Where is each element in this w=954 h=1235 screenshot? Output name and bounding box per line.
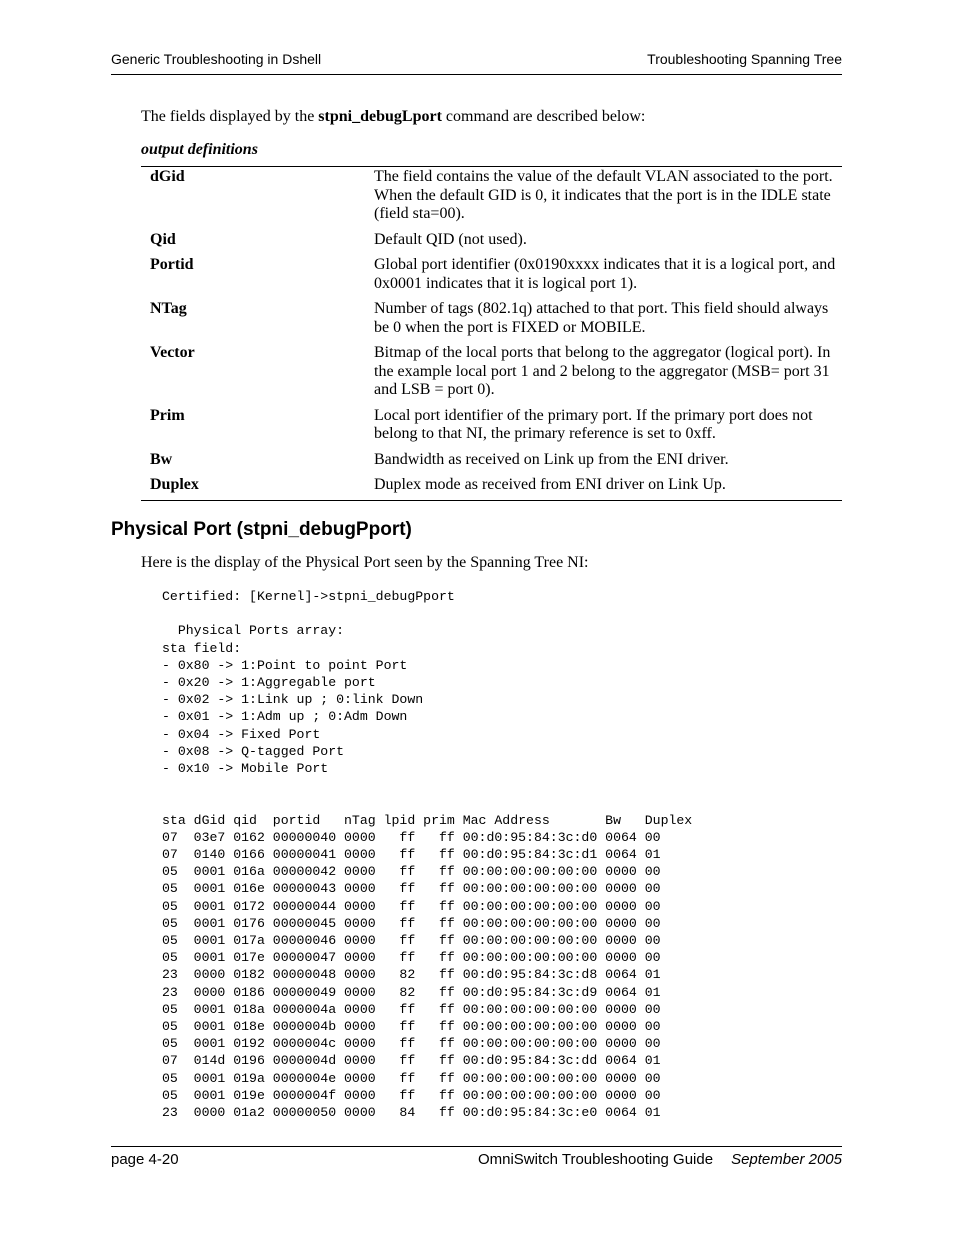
- definition-row: [141, 406, 842, 450]
- definition-term: Prim: [150, 406, 185, 424]
- footer-divider: [111, 1146, 842, 1147]
- running-footer: [111, 1151, 842, 1171]
- definition-description: Bitmap of the local ports that belong to the aggregator (logical port). In the example local port 1 and 2 belong to the aggregator (MSB= port 31 and LSB = port 0).: [374, 344, 831, 398]
- intro-paragraph: [141, 108, 645, 126]
- definition-description: Number of tags (802.1q) attached to that port. This field should always be 0 when the port is FIXED or MOBILE.: [374, 300, 829, 336]
- header-divider: [111, 74, 842, 75]
- output-definitions-table: [141, 166, 842, 501]
- definition-row: [141, 299, 842, 343]
- lead-paragraph: Here is the display of the Physical Port seen by the Spanning Tree NI:: [141, 554, 589, 571]
- section-heading: Physical Port (stpni_debugPport): [111, 519, 412, 540]
- definition-description: The field contains the value of the default VLAN associated to the port. When the default GID is 0, it indicates that the port is in the IDLE state (field sta=00).: [374, 168, 833, 222]
- definition-term: Duplex: [150, 476, 199, 493]
- header-chapter-title: Generic Troubleshooting in Dshell: [111, 51, 322, 67]
- definition-row: [141, 343, 842, 406]
- intro-suffix: command are described below:: [441, 108, 646, 125]
- definition-term: Qid: [150, 230, 176, 248]
- definition-description: Global port identifier (0x0190xxxx indicates that it is a logical port, and 0x0001 indicates that it is logical port 1).: [374, 256, 836, 292]
- definition-description: Duplex mode as received from ENI driver on Link Up.: [374, 476, 726, 493]
- definition-row: [141, 450, 842, 476]
- definition-term: dGid: [150, 168, 185, 185]
- definition-term: Vector: [150, 344, 195, 361]
- definition-description: Bandwidth as received on Link up from the ENI driver.: [374, 450, 729, 468]
- definition-term: NTag: [150, 300, 187, 317]
- definition-description: Local port identifier of the primary port. If the primary port does not belong to that NI, the primary reference is set to 0xff.: [374, 406, 813, 442]
- definition-term: Bw: [150, 450, 173, 468]
- definition-row: [141, 167, 842, 230]
- table-caption: output definitions: [141, 141, 258, 158]
- definition-term: Portid: [150, 256, 194, 273]
- code-listing: Certified: [Kernel]->stpni_debugPport Physical Ports array: sta field: - 0x80 -> 1:Point to point Port - 0x20 -> 1:Aggregable port - 0x02 -> 1:Link up ; 0:link Down - 0x01 -> 1:Adm up ; 0:Adm Down - 0x04 -> Fixed Port - 0x08 -> Q-tagged Port - 0x10 -> Mobile Port sta dGid qid portid nTag lpid prim Mac Address Bw Duplex 07 03e7 0162 00000040 0000 ff ff 00:d0:95:84:3c:d0 0064 00 07 0140 0166 00000041 0000 ff ff 00:d0:95:84:3c:d1 0064 01 05 0001 016a 00000042 0000 ff ff 00:00:00:00:00:00 0000 00 05 0001 016e 00000043 0000 ff ff 00:00:00:00:00:00 0000 00 05 0001 0172 00000044 0000 ff ff 00:00:00:00:00:00 0000 00 05 0001 0176 00000045 0000 ff ff 00:00:00:00:00:00 0000 00 05 0001 017a 00000046 0000 ff ff 00:00:00:00:00:00 0000 00 05 0001 017e 00000047 0000 ff ff 00:00:00:00:00:00 0000 00 23 0000 0182 00000048 0000 82 ff 00:d0:95:84:3c:d8 0064 01 23 0000 0186 00000049 0000 82 ff 00:d0:95:84:3c:d9 0064 01 05 0001 018a 0000004a 0000 ff ff 00:00:00:00:00:00 0000 00 05 0001 018e 0000004b 0000 ff ff 00:00:00:00:00:00 0000 00 05 0001 0192 0000004c 0000 ff ff 00:00:00:00:00:00 0000 00 07 014d 0196 0000004d 0000 ff ff 00:d0:95:84:3c:dd 0064 01 05 0001 019a 0000004e 0000 ff ff 00:00:00:00:00:00 0000 00 05 0001 019e 0000004f 0000 ff ff 00:00:00:00:00:00 0000 00 23 0000 01a2 00000050 0000 84 ff 00:d0:95:84:3c:e0 0064 01: [162, 589, 693, 1121]
- page-number: page 4-20: [111, 1151, 179, 1168]
- guide-title: OmniSwitch Troubleshooting Guide: [477, 1151, 714, 1168]
- intro-command: stpni_debugLport: [318, 108, 442, 125]
- running-header: [111, 51, 842, 71]
- publication-date: September 2005: [731, 1151, 842, 1168]
- header-section-title: Troubleshooting Spanning Tree: [647, 51, 842, 67]
- definition-description: Default QID (not used).: [374, 230, 527, 248]
- footer-right: [478, 1151, 842, 1168]
- definition-row: [141, 475, 842, 500]
- definition-row: [141, 230, 842, 256]
- intro-prefix: The fields displayed by the: [141, 108, 319, 125]
- definition-row: [141, 255, 842, 299]
